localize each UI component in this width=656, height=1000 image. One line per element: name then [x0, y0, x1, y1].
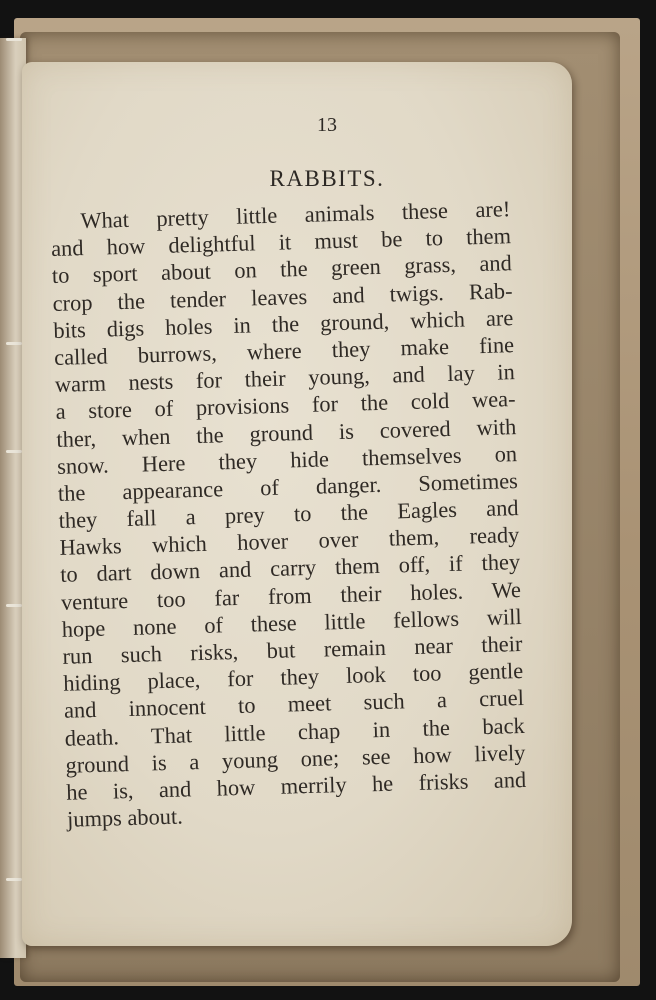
text-line: bits digs holes in the ground, which are [53, 304, 514, 343]
text-line: called burrows, where they make fine [53, 332, 515, 370]
text-line: to dart down and carry them off, if they [59, 549, 521, 588]
text-line: a store of provisions for the cold wea- [55, 386, 516, 425]
text-line: run such risks, but remain near their [62, 630, 523, 669]
text-line: Hawks which hover over them, ready [59, 522, 520, 561]
text-line: and how delightful it must be to them [50, 223, 512, 262]
text-line: death. That little chap in the back [64, 712, 525, 751]
binding-thread [6, 450, 22, 453]
text-line: venture too far from their holes. We [60, 576, 522, 615]
text-line: jumps about. [66, 803, 184, 832]
book-page [22, 62, 572, 946]
text-line: he is, and how merrily he frisks and [65, 766, 527, 805]
text-line: they fall a prey to the Eagles and [58, 495, 519, 533]
page-number: 13 [317, 114, 337, 136]
binding-thread [6, 38, 22, 41]
text-line: ther, when the ground is covered with [56, 413, 517, 452]
binding-thread [6, 878, 22, 881]
text-line: What pretty little animals these are! [80, 196, 511, 234]
text-line: hope none of these little fellows will [61, 603, 522, 642]
text-line: and innocent to meet such a cruel [63, 685, 525, 724]
binding-thread [6, 342, 22, 345]
text-line: hiding place, for they look too gentle [62, 658, 524, 696]
text-line: snow. Here they hide themselves on [56, 440, 518, 479]
text-line: crop the tender leaves and twigs. Rab- [52, 277, 513, 316]
body-text [50, 195, 527, 833]
text-line: warm nests for their young, and lay in [54, 359, 516, 398]
binding-thread [6, 604, 22, 607]
text-line: the appearance of danger. Sometimes [57, 467, 519, 506]
text-line: to sport about on the green grass, and [51, 250, 513, 289]
text-line: ground is a young one; see how lively [65, 739, 526, 778]
chapter-title: RABBITS. [269, 166, 385, 191]
